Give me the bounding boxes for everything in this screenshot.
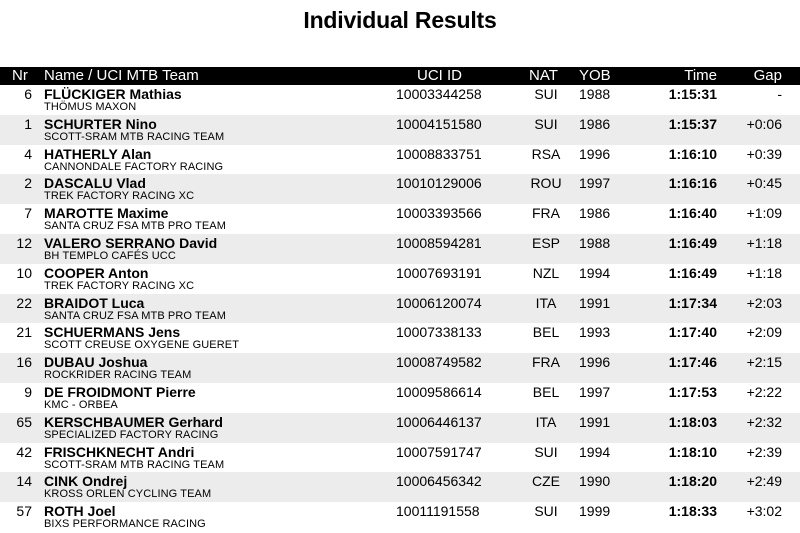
rider-name: ROTH Joel: [44, 503, 116, 520]
table-row: [0, 323, 800, 353]
table-row: [0, 353, 800, 383]
team-name: CANNONDALE FACTORY RACING: [44, 160, 224, 173]
nationality: SUI: [534, 86, 558, 102]
table-row: [0, 502, 800, 532]
table-row: [0, 115, 800, 145]
team-name: TREK FACTORY RACING XC: [44, 190, 195, 203]
rider-number: 57: [16, 503, 32, 520]
nationality: ITA: [535, 294, 557, 311]
nationality: SUI: [534, 443, 558, 460]
finish-time: 1:18:33: [668, 503, 717, 520]
finish-time: 1:17:46: [668, 354, 717, 371]
results-table-header: [0, 67, 800, 85]
finish-time: 1:16:49: [668, 234, 717, 251]
nationality: ITA: [535, 413, 557, 430]
table-row: [0, 472, 800, 502]
nationality: CZE: [532, 473, 560, 490]
time-gap: +2:32: [746, 413, 782, 430]
uci-id: 10006456342: [396, 473, 482, 490]
finish-time: 1:16:16: [668, 175, 717, 192]
time-gap: +1:18: [746, 234, 782, 251]
table-row: [0, 85, 800, 115]
time-gap: +3:02: [746, 503, 782, 520]
rider-name: SCHURTER Nino: [44, 115, 157, 132]
uci-id: 10009586614: [396, 383, 482, 400]
finish-time: 1:18:20: [668, 473, 717, 490]
rider-number: 6: [24, 86, 32, 102]
nationality: ESP: [531, 234, 560, 251]
nationality: BEL: [532, 383, 560, 400]
time-gap: +1:18: [746, 264, 782, 281]
team-name: SCOTT-SRAM MTB RACING TEAM: [44, 130, 225, 143]
rider-number: 42: [16, 443, 32, 460]
nationality: SUI: [534, 115, 558, 132]
time-gap: +2:39: [746, 443, 782, 460]
nationality: RSA: [531, 145, 561, 162]
nationality: FRA: [532, 354, 560, 371]
header-nr: Nr: [12, 67, 28, 84]
team-name: THÖMUS MAXON: [44, 101, 137, 113]
table-row: [0, 294, 800, 324]
year-of-birth: 1994: [579, 443, 611, 460]
uci-id: 10008749582: [396, 354, 482, 371]
team-name: SANTA CRUZ FSA MTB PRO TEAM: [44, 309, 226, 322]
time-gap: +0:06: [746, 115, 782, 132]
team-name: SCOTT CREUSE OXYGENE GUERET: [44, 339, 240, 352]
rider-name: COOPER Anton: [44, 264, 149, 281]
finish-time: 1:16:10: [668, 145, 717, 162]
year-of-birth: 1991: [579, 413, 611, 430]
rider-name: HATHERLY Alan: [44, 145, 152, 162]
uci-id: 10004151580: [396, 115, 482, 132]
rider-name: FLÜCKIGER Mathias: [44, 86, 182, 102]
uci-id: 10003344258: [396, 86, 482, 102]
rider-number: 10: [16, 264, 32, 281]
rider-name: KERSCHBAUMER Gerhard: [44, 413, 223, 430]
time-gap: +2:15: [746, 354, 782, 371]
rider-number: 1: [24, 115, 32, 132]
nationality: SUI: [534, 503, 558, 520]
team-name: BH TEMPLO CAFÉS UCC: [44, 249, 176, 262]
results-table-body: [0, 85, 800, 532]
year-of-birth: 1996: [579, 354, 611, 371]
time-gap: +1:09: [746, 205, 782, 222]
rider-number: 65: [16, 413, 32, 430]
rider-name: SCHUERMANS Jens: [44, 324, 181, 341]
team-name: SPECIALIZED FACTORY RACING: [44, 428, 219, 441]
uci-id: 10007591747: [396, 443, 482, 460]
nationality: BEL: [532, 324, 560, 341]
table-row: [0, 174, 800, 204]
year-of-birth: 1986: [579, 205, 611, 222]
year-of-birth: 1994: [579, 264, 611, 281]
table-row: [0, 145, 800, 175]
uci-id: 10011191558: [396, 503, 480, 520]
rider-name: DE FROIDMONT Pierre: [44, 383, 196, 400]
team-name: KROSS ORLEN CYCLING TEAM: [44, 488, 212, 501]
header-gap: Gap: [753, 67, 782, 84]
rider-name: DASCALU Vlad: [44, 175, 146, 192]
rider-number: 4: [24, 145, 32, 162]
uci-id: 10008594281: [396, 234, 482, 251]
year-of-birth: 1986: [579, 115, 611, 132]
year-of-birth: 1993: [579, 324, 611, 341]
rider-number: 14: [16, 473, 32, 490]
header-name-team: Name / UCI MTB Team: [44, 67, 199, 84]
rider-number: 9: [24, 383, 32, 400]
rider-number: 16: [16, 354, 32, 371]
nationality: FRA: [532, 205, 560, 222]
rider-name: BRAIDOT Luca: [44, 294, 145, 311]
finish-time: 1:17:34: [668, 294, 717, 311]
year-of-birth: 1997: [579, 383, 611, 400]
team-name: KMC - ORBEA: [44, 398, 118, 411]
finish-time: 1:16:49: [668, 264, 717, 281]
uci-id: 10010129006: [396, 175, 482, 192]
team-name: SCOTT-SRAM MTB RACING TEAM: [44, 458, 225, 471]
time-gap: +2:09: [746, 324, 782, 341]
header-nat: NAT: [529, 67, 558, 84]
finish-time: 1:15:37: [668, 115, 717, 132]
page-title: Individual Results: [303, 7, 497, 33]
uci-id: 10006120074: [396, 294, 482, 311]
uci-id: 10006446137: [396, 413, 482, 430]
table-row: [0, 383, 800, 413]
year-of-birth: 1999: [579, 503, 611, 520]
rider-name: CINK Ondrej: [44, 473, 128, 490]
time-gap: +0:39: [746, 145, 782, 162]
rider-number: 2: [24, 175, 32, 192]
header-uci-id: UCI ID: [417, 67, 462, 84]
rider-name: DUBAU Joshua: [44, 354, 148, 371]
year-of-birth: 1991: [579, 294, 611, 311]
rider-number: 22: [16, 294, 32, 311]
nationality: ROU: [530, 175, 562, 192]
rider-number: 7: [24, 205, 32, 222]
nationality: NZL: [532, 264, 560, 281]
year-of-birth: 1990: [579, 473, 611, 490]
finish-time: 1:16:40: [668, 205, 717, 222]
uci-id: 10007338133: [396, 324, 482, 341]
finish-time: 1:17:53: [668, 383, 717, 400]
table-row: [0, 443, 800, 473]
table-row: [0, 264, 800, 294]
time-gap: +2:49: [746, 473, 782, 490]
time-gap: +2:03: [746, 294, 782, 311]
year-of-birth: 1996: [579, 145, 611, 162]
uci-id: 10007693191: [396, 264, 482, 281]
rider-name: VALERO SERRANO David: [44, 234, 218, 251]
time-gap: -: [777, 86, 782, 102]
header-yob: YOB: [579, 67, 611, 84]
finish-time: 1:18:03: [668, 413, 717, 430]
time-gap: +2:22: [746, 383, 782, 400]
table-row: [0, 413, 800, 443]
team-name: BIXS PERFORMANCE RACING: [44, 518, 206, 531]
uci-id: 10008833751: [396, 145, 482, 162]
rider-name: MAROTTE Maxime: [44, 205, 169, 222]
uci-id: 10003393566: [396, 205, 482, 222]
team-name: SANTA CRUZ FSA MTB PRO TEAM: [44, 220, 226, 233]
year-of-birth: 1997: [579, 175, 611, 192]
rider-number: 21: [16, 324, 32, 341]
time-gap: +0:45: [746, 175, 782, 192]
table-row: [0, 234, 800, 264]
finish-time: 1:15:31: [668, 86, 717, 102]
finish-time: 1:18:10: [668, 443, 717, 460]
year-of-birth: 1988: [579, 234, 611, 251]
team-name: TREK FACTORY RACING XC: [44, 279, 195, 292]
rider-name: FRISCHKNECHT Andri: [44, 443, 195, 460]
header-time: Time: [684, 67, 717, 84]
table-row: [0, 204, 800, 234]
rider-number: 12: [16, 234, 32, 251]
team-name: ROCKRIDER RACING TEAM: [44, 369, 192, 382]
finish-time: 1:17:40: [668, 324, 717, 341]
year-of-birth: 1988: [579, 86, 611, 102]
